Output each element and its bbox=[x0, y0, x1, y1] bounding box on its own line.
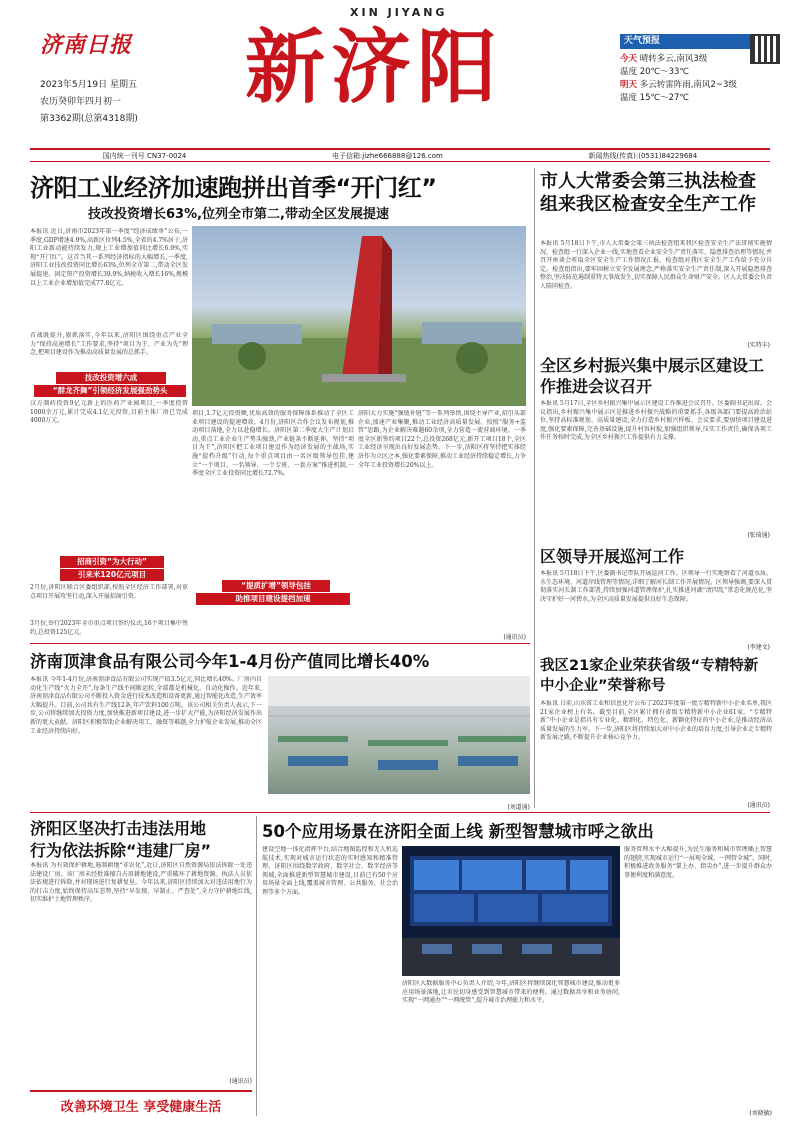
masthead-title: 新济阳 bbox=[245, 20, 503, 114]
lead-body-3: 汉方制药投资9亿元新上的医药产业园项目,一季度投资1000余万元,累计完成4.1亿元投资,目前主体厂房已完成4000万元。 bbox=[30, 400, 188, 425]
smartcity-body-1b bbox=[262, 998, 398, 1116]
river-headline: 区领导开展巡河工作 bbox=[540, 547, 685, 566]
lead-tag-6: 助推项目建设提档加速 bbox=[196, 593, 350, 605]
lead-body-4: 2月份,济阳区联合区委组织部,按照全区经济工作部署,对重点项目开展攻坚行动,深入开展招商引资。 bbox=[30, 584, 188, 600]
info-bar bbox=[30, 148, 770, 162]
tomorrow-label: 明天 bbox=[620, 80, 638, 90]
divider-line bbox=[30, 643, 530, 644]
lunar-date: 农历癸卯年四月初一 bbox=[40, 97, 122, 107]
control-center-photo bbox=[402, 846, 620, 976]
qr-code-icon bbox=[750, 34, 780, 64]
food-body: 本报讯 今年1-4月份,济南顶津食品有限公司实现产值3.5亿元,同比增长40%。厂房内自动化生产线“火力全开”,每条生产线不间断运转,全部都是机械化、自动化操作。近年来,济南顶津食品有限公司不断投入资金进行技术改造和设备更新,通过智能化改造,生产效率大幅提升。目前,公司共有生产线12条,年产饮料100万吨。该公司相关负责人表示,下一步,公司将继续加大投资力度,加快推进新项目建设,进一步扩大产能,为济阳经济发展作出新的更大贡献。济阳区积极帮助企业解决用工、融资等难题,全力护航企业发展,推动全区工业经济持续向好。 bbox=[30, 676, 262, 735]
weather-box bbox=[620, 34, 780, 105]
lead-body-2: 首战既提升,狠抓落实,今年以来,济阳区围绕重点产业全力“保持高速增长”工作要求,坚持“项目为王、产业为先”理念,把项目建设作为推动高质量发展的总抓手。 bbox=[30, 332, 188, 357]
bottom-divider bbox=[30, 812, 770, 813]
lead-body-1: 本报讯 近日,济南市2023年第一季度“经济成绩单”公布,一季度,GDP增速4.9%,高新区位列4.5%,全省的4.7%居于,济阳工业新动能持续发力,规上工业增加值同比增长6.9%,实现“开门红”。这首当其一系列经济指标的大幅增长,一季度,济阳工业技改投资同比增长63%,位列全市第二,带动全区发展提速。固定资产投资增长39.9%,纳税收入增长16%,规模以上工业企业增加值完成77.8亿元。 bbox=[30, 228, 188, 287]
village-body: 本报讯 5月17日,全区乡村振兴集中展示区建设工作推进会议召开。区委副书记出席。会议指出,乡村振兴集中展示区是推进乡村振兴战略的重要抓手,各级各部门要提高政治站位,坚持高标准规划、高质量建设,全力打造乡村振兴样板。会议要求,要加快项目建设进度,强化要素保障,完善基础设施,提升村容村貌,加强组织领导,压实工作责任,确保各项工作任务按时完成,为全区乡村振兴工作提供有力支撑。 bbox=[540, 400, 772, 442]
enforce-byline: (通讯员) bbox=[229, 1078, 252, 1085]
cppcc-body: 本报讯 5月18日下午,市人大常委会第三执法检查组来我区检查安全生产法贯彻实施情况。检查组一行深入企业一线,实地查看企业安全生产责任落实、隐患排查治理等情况,并召开座谈会听取全区安全生产工作情况汇报。检查组对我区安全生产工作给予充分肯定。检查组指出,要牢固树立安全发展理念,严格落实安全生产责任制,深入开展隐患排查整治,坚决防范遏制重特大事故发生,切实保障人民群众生命财产安全。区人大常委会负责人陪同检查。 bbox=[540, 240, 772, 290]
factory-photo bbox=[268, 676, 530, 794]
column-rule bbox=[534, 168, 535, 808]
lead-photo bbox=[192, 226, 526, 406]
cppcc-byline: (实特丰) bbox=[747, 342, 770, 349]
lead-body-5: 3月份,举行2023年全市重点项目签约仪式,16个项目集中签约,总投资125亿元。 bbox=[30, 620, 188, 636]
lead-col2: 项目,1.7亿元投资额,优质高效的服务保障体系推动了全区工业项目建设的提速增效。4月份,济阳区合作会议发布规划,推动项目落地,全力以赴稳增长。济阳区第二季度大生产计划启动,重点工业企业生产势头强劲,产业链条不断延伸。坚持“项目为王”,济阳区把工业项目建设作为经济发展的主战场,实施“提档升级”行动,每个重点项目由一名区级领导包挂,建立“一个项目、一名领导、一个专班、一套方案”推进机制,一季度全区工业投资同比增长72.7%。 bbox=[192, 410, 354, 478]
tomorrow-temp: 温度 15℃～27℃ bbox=[620, 93, 689, 103]
enforce-headline-2: 行为依法拆除“违建厂房” bbox=[30, 841, 212, 860]
weather-header: 天气预报 bbox=[620, 34, 780, 49]
srdi-body: 本报讯 日前,山东省工业和信息化厅公布了2023年度第一批专精特新中小企业名单,我区21家企业榜上有名。截至目前,全区累计拥有省级专精特新中小企业61家。“专精特新”中小企业是指具有专业化、精细化、特色化、新颖化特征的中小企业,是推动经济高质量发展的生力军。下一步,济阳区将持续加大对中小企业的培育力度,引导企业走专精特新发展之路,不断提升企业核心竞争力。 bbox=[540, 700, 772, 742]
today-label: 今天 bbox=[620, 54, 638, 64]
lead-tag-1: 技改投资增六成 bbox=[56, 372, 166, 384]
tomorrow-weather: 多云转雷阵雨,南风2~3级 bbox=[639, 80, 737, 90]
food-headline: 济南顶津食品有限公司今年1-4月份产值同比增长40% bbox=[30, 652, 430, 671]
lead-tag-4: 引来米120亿元项目 bbox=[60, 569, 164, 581]
srdi-byline: (通讯员) bbox=[747, 802, 770, 809]
smartcity-body-1: 建设空地一体化指挥平台,结合地图监控和无人机巡航技术,实现对城市运行状态的实时感知和精准管理。济阳区围绕数字政府、数字社会、数字经济等领域,全面推进新型智慧城市建设,目前已有50个应用场景全面上线,覆盖城市管理、公共服务、社会治理等多个方面。 bbox=[262, 846, 398, 896]
lead-byline: (通讯员) bbox=[503, 634, 526, 641]
factory-illustration bbox=[268, 676, 530, 794]
enforce-headline-1: 济阳区坚决打击违法用地 bbox=[30, 819, 207, 838]
issue-number: 第3362期(总第4318期) bbox=[40, 114, 138, 124]
food-byline: (刘道通) bbox=[507, 804, 530, 811]
river-body: 本报讯 5月18日下午,区委副书记带队开展巡河工作。区领导一行实地察看了河道水质、水生态环境、河道岸线管理等情况,详细了解河长制工作开展情况。区领导强调,要深入贯彻落实河长制工作部署,持续加强河道管理保护,扎实推进河湖“清四乱”常态化规范化,坚决守护好一河碧水,为全区高质量发展提供良好生态保障。 bbox=[540, 570, 772, 603]
masthead-pinyin: XIN JIYANG bbox=[350, 6, 448, 19]
control-center-illustration bbox=[402, 846, 620, 976]
bottom-column-rule bbox=[256, 816, 257, 1116]
enforce-body: 本报讯 为有效保护耕地,遏制耕地“非农化”,近日,济阳区自然资源局依法拆除一处违法建设厂房。该厂房未经批准擅自占用耕地建设,严重破坏了耕地资源。执法人员依法依规进行拆除,并对现场进行复耕复垦。今年以来,济阳区持续加大对违法用地行为的打击力度,始终保持高压态势,坚持“早发现、早制止、严查处”,全力守护耕地红线,切实维护土地管理秩序。 bbox=[30, 862, 252, 904]
lead-headline: 济阳工业经济加速跑拼出首季“开门红” bbox=[30, 174, 437, 202]
srdi-headline: 我区21家企业荣获省级“专精特新中小企业”荣誉称号 bbox=[540, 658, 759, 694]
smartcity-headline: 50个应用场景在济阳全面上线 新型智慧城市呼之欲出 bbox=[262, 822, 654, 841]
issue-date: 2023年5月19日 星期五 bbox=[40, 80, 137, 90]
village-byline: (张琦通) bbox=[747, 532, 770, 539]
lead-col3: 济阳大力实施“强链补链”等一系列举措,围绕主导产业,招引头部企业,加速产业集聚,推动工业经济高质量发展。按照“服务+监管”思路,为企业解决难题60余项,全力营造一流营商环境。一季度全区新签约项目22个,总投资268亿元,新开工项目18个,全区工业经济呈现出良好发展态势。下一步,济阳区将坚持把实体经济作为立区之本,强化要素保障,推动工业经济持续稳定增长,力争全年工业投资增长20%以上。 bbox=[358, 410, 526, 469]
smartcity-body-3: 服务管理水平大幅提升,为民生服务和城市管理插上智慧的翅膀,实现城市运行“一屏观全域、一网管全城”。同时,积极推进政务服务“掌上办、指尖办”,进一步提升群众办事便利度和满意度。 bbox=[624, 846, 772, 879]
slogan-banner: 改善环境卫生 享受健康生活 bbox=[30, 1090, 252, 1115]
lead-tag-2: “群龙齐舞”引领经济发展强劲势头 bbox=[34, 385, 186, 397]
publication-code: 国内统一刊号 CN37-0024 bbox=[102, 151, 187, 160]
today-weather: 晴转多云,南风3级 bbox=[639, 54, 708, 64]
food-body-cont bbox=[30, 782, 262, 812]
email-info: 电子信箱:jizhe666888@126.com bbox=[331, 151, 443, 160]
lead-tag-5: “提质扩增”领导包挂 bbox=[222, 580, 330, 592]
lead-subheadline: 技改投资增长63%,位列全市第二,带动全区发展提速 bbox=[88, 207, 389, 222]
hotline-info: 新闻热线(传真):(0531)84229684 bbox=[588, 151, 698, 160]
lead-tag-3: 招商引资“为大行动” bbox=[60, 556, 164, 568]
cppcc-headline: 市人大常委会第三执法检查组来我区检查安全生产工作 bbox=[540, 171, 756, 215]
village-headline: 全区乡村振兴集中展示区建设工作推进会议召开 bbox=[540, 356, 765, 396]
river-byline: (李建文) bbox=[747, 644, 770, 651]
today-temp: 温度 20℃～33℃ bbox=[620, 67, 689, 77]
masthead-dateline bbox=[40, 78, 138, 129]
smartcity-body-2: 济阳区大数据服务中心负责人介绍,今年,济阳区将继续深化智慧城市建设,推动更多应用场景落地,让市民切身感受到智慧城市带来的便利。通过数据共享和业务协同,实现“一网通办”“一网统管”,提升城市治理能力和水平。 bbox=[402, 980, 620, 1005]
smartcity-byline: (刘晓敏) bbox=[749, 1110, 772, 1117]
newspaper-small-logo: 济南日报 bbox=[40, 32, 133, 58]
monument-illustration bbox=[192, 226, 526, 406]
